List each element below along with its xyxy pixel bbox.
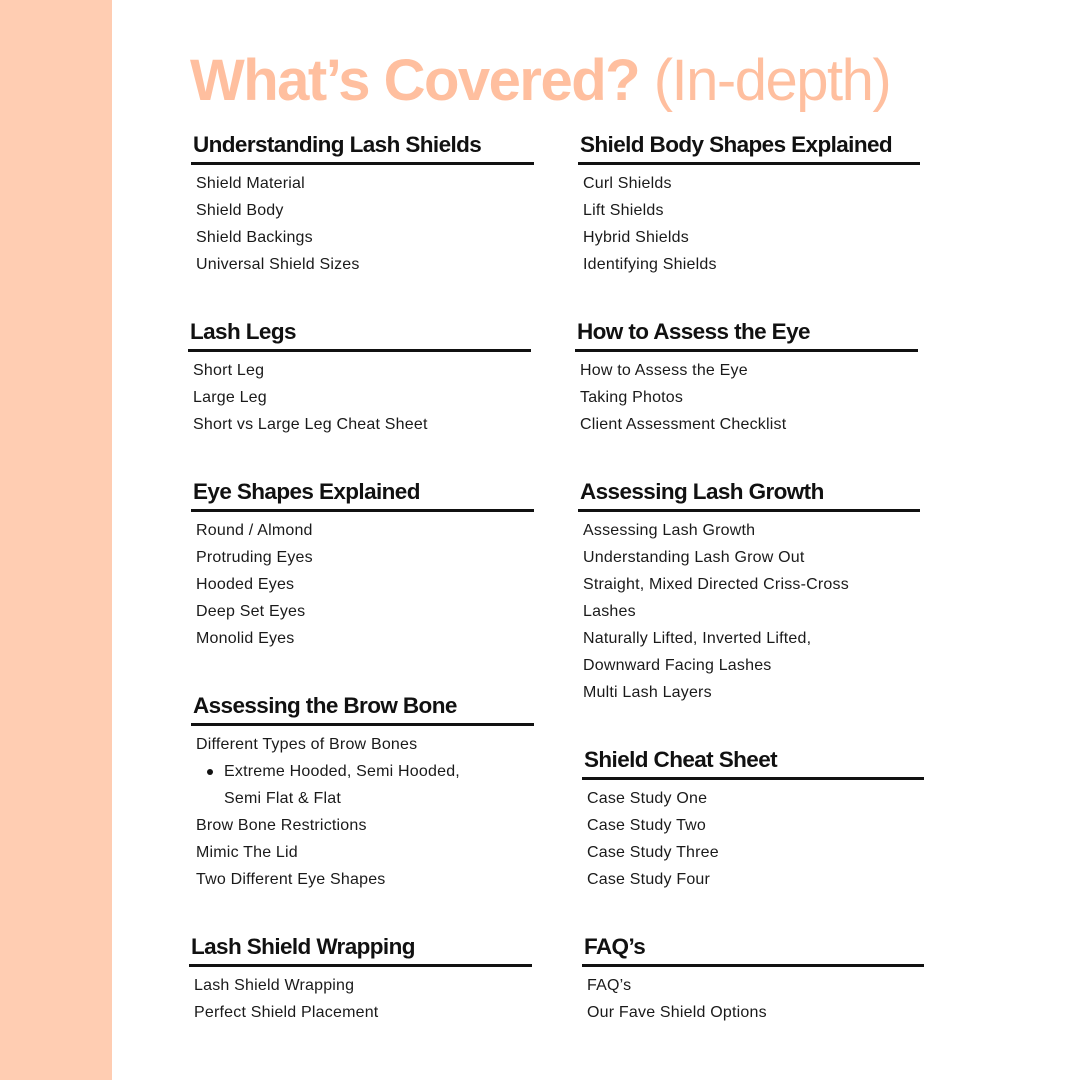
section-heading: Assessing Lash Growth bbox=[578, 477, 920, 512]
list-item: Multi Lash Layers bbox=[583, 684, 712, 701]
section-heading: FAQ’s bbox=[582, 932, 924, 967]
list-item: Shield Material bbox=[196, 175, 305, 192]
list-item: Brow Bone Restrictions bbox=[196, 817, 367, 834]
list-item: Case Study Four bbox=[587, 871, 711, 888]
list-item: Lash Shield Wrapping bbox=[194, 977, 355, 994]
section-heading: How to Assess the Eye bbox=[575, 317, 918, 352]
section-heading: Shield Body Shapes Explained bbox=[578, 130, 920, 165]
list-item: Deep Set Eyes bbox=[196, 603, 306, 620]
section-assessing-lash-growth bbox=[578, 477, 920, 706]
side-color-bar bbox=[0, 0, 112, 1080]
list-item: Different Types of Brow Bones bbox=[196, 736, 418, 753]
list-item: Straight, Mixed Directed Criss-Cross bbox=[583, 576, 849, 593]
list-item: Short vs Large Leg Cheat Sheet bbox=[193, 416, 428, 433]
list-item: Hooded Eyes bbox=[196, 576, 295, 593]
list-item: Case Study Three bbox=[587, 844, 719, 861]
list-item: Shield Body bbox=[196, 202, 284, 219]
list-item: Lashes bbox=[583, 603, 636, 620]
section-eye-shapes-explained bbox=[191, 477, 534, 652]
section-heading: Lash Legs bbox=[188, 317, 531, 352]
list-item: Short Leg bbox=[193, 362, 265, 379]
section-shield-cheat-sheet bbox=[582, 745, 924, 893]
section-heading: Understanding Lash Shields bbox=[191, 130, 534, 165]
section-list bbox=[578, 512, 920, 706]
list-item: Naturally Lifted, Inverted Lifted, bbox=[583, 630, 812, 647]
list-item: Curl Shields bbox=[583, 175, 672, 192]
list-item: Hybrid Shields bbox=[583, 229, 689, 246]
section-list bbox=[189, 967, 532, 1026]
section-list bbox=[575, 352, 918, 438]
list-item: Protruding Eyes bbox=[196, 549, 313, 566]
page-title bbox=[190, 46, 890, 116]
list-item: Assessing Lash Growth bbox=[583, 522, 756, 539]
section-heading: Shield Cheat Sheet bbox=[582, 745, 924, 780]
list-item: Downward Facing Lashes bbox=[583, 657, 772, 674]
list-item: Identifying Shields bbox=[583, 256, 717, 273]
list-item: Semi Flat & Flat bbox=[224, 790, 342, 807]
list-item: Perfect Shield Placement bbox=[194, 1004, 379, 1021]
list-item: Large Leg bbox=[193, 389, 267, 406]
section-list bbox=[582, 967, 924, 1026]
title-subtitle: (In-depth) bbox=[639, 48, 891, 113]
list-item: Lift Shields bbox=[583, 202, 664, 219]
list-item: Client Assessment Checklist bbox=[580, 416, 787, 433]
list-item: Universal Shield Sizes bbox=[196, 256, 360, 273]
section-list bbox=[191, 726, 534, 893]
section-list bbox=[578, 165, 920, 278]
section-understanding-lash-shields bbox=[191, 130, 534, 278]
list-item: Our Fave Shield Options bbox=[587, 1004, 767, 1021]
list-item: Taking Photos bbox=[580, 389, 684, 406]
list-item: FAQ’s bbox=[587, 977, 632, 994]
section-lash-shield-wrapping bbox=[189, 932, 532, 1026]
list-item: Case Study Two bbox=[587, 817, 707, 834]
list-item: Monolid Eyes bbox=[196, 630, 295, 647]
section-how-to-assess-the-eye bbox=[575, 317, 918, 438]
list-item: How to Assess the Eye bbox=[580, 362, 748, 379]
section-heading: Assessing the Brow Bone bbox=[191, 691, 534, 726]
section-assessing-the-brow-bone bbox=[191, 691, 534, 893]
title-main: What’s Covered? bbox=[190, 48, 640, 113]
list-item: Two Different Eye Shapes bbox=[196, 871, 386, 888]
section-faqs bbox=[582, 932, 924, 1026]
section-list bbox=[582, 780, 924, 893]
section-list bbox=[191, 512, 534, 652]
list-item: Round / Almond bbox=[196, 522, 313, 539]
list-item: Understanding Lash Grow Out bbox=[583, 549, 805, 566]
section-heading: Eye Shapes Explained bbox=[191, 477, 534, 512]
list-item: Extreme Hooded, Semi Hooded, bbox=[196, 758, 534, 785]
list-item: Shield Backings bbox=[196, 229, 313, 246]
section-heading: Lash Shield Wrapping bbox=[189, 932, 532, 967]
list-item: Case Study One bbox=[587, 790, 708, 807]
section-shield-body-shapes bbox=[578, 130, 920, 278]
list-item: Mimic The Lid bbox=[196, 844, 298, 861]
section-list bbox=[191, 165, 534, 278]
section-lash-legs bbox=[188, 317, 531, 438]
section-list bbox=[188, 352, 531, 438]
